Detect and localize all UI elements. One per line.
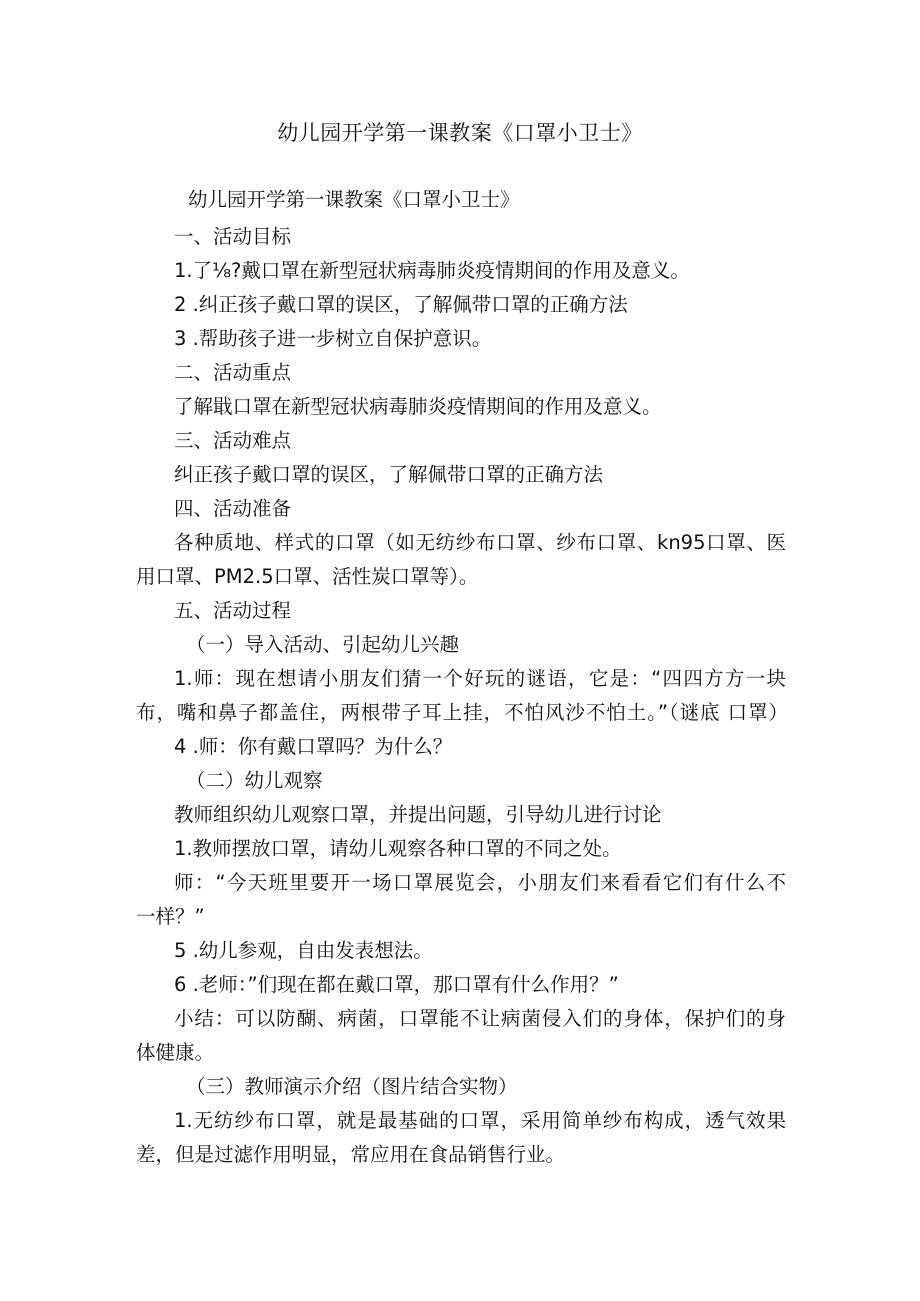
section-heading-focus: 二、活动重点 [174,361,292,384]
paragraph-line: 1.教师摆放口罩，请幼儿观察各种口罩的不同之处。 [174,837,622,860]
subsection-heading: （二）幼儿观察 [186,769,323,792]
paragraph-line: 2 .纠正孩子戴口罩的误区，了解佩带口罩的正确方法 [174,293,628,316]
paragraph-line: 4 .师：你有戴口罩吗？为什么？ [174,735,453,758]
paragraph-line: 差，但是过滤作用明显，常应用在食品销售行业。 [136,1143,566,1166]
paragraph-line: 5 .幼儿参观，自由发表想法。 [174,939,433,962]
document-subtitle: 幼儿园开学第一课教案《口罩小卫士》 [188,188,520,211]
paragraph-line: 教师组织幼儿观察口罩，并提出问题，引导幼儿进行讨论 [174,803,662,826]
paragraph-line: 1.师：现在想请小朋友们猜一个好玩的谜语，它是：“四四方方一块 [174,667,786,690]
section-heading-goals: 一、活动目标 [174,225,292,248]
subsection-heading: （一）导入活动、引起幼儿兴趣 [186,633,460,656]
section-heading-difficulty: 三、活动难点 [174,429,292,452]
paragraph-line: 布，嘴和鼻子都盖住，两根带子耳上挂，不怕风沙不怕土。”（谜底 口罩） [136,701,788,724]
paragraph-line: 用口罩、PM2.5口罩、活性炭口罩等）。 [136,565,479,588]
paragraph-line: 体健康。 [136,1041,215,1064]
paragraph-line: 1.无纺纱布口罩，就是最基础的口罩，采用简单纱布构成，透气效果 [174,1109,786,1132]
paragraph-line: 各种质地、样式的口罩（如无纺纱布口罩、纱布口罩、kn95口罩、医 [174,531,786,554]
paragraph-line: 师：“今天班里要开一场口罩展览会，小朋友们来看看它们有什么不 [174,871,786,894]
paragraph-line: 一样？” [136,905,205,928]
paragraph-line: 了解戢口罩在新型冠状病毒肺炎疫情期间的作用及意义。 [174,395,662,418]
paragraph-line: 小结：可以防醐、病菌，口罩能不让病菌侵入们的身体，保护们的身 [174,1007,786,1030]
paragraph-line: 纠正孩子戴口罩的误区，了解佩带口罩的正确方法 [174,463,604,486]
document-title: 幼儿园开学第一课教案《口罩小卫士》 [277,121,643,145]
section-heading-preparation: 四、活动准备 [174,497,292,520]
subsection-heading: （三）教师演示介绍（图片结合实物） [186,1075,518,1098]
section-heading-process: 五、活动过程 [174,599,292,622]
paragraph-line: 1.了⅛?戴口罩在新型冠状病毒肺炎疫情期间的作用及意义。 [174,259,690,282]
paragraph-line: 3 .帮助孩子进一步树立自保护意识。 [174,327,492,350]
paragraph-line: 6 .老师：”们现在都在戴口罩，那口罩有什么作用？” [174,973,619,996]
